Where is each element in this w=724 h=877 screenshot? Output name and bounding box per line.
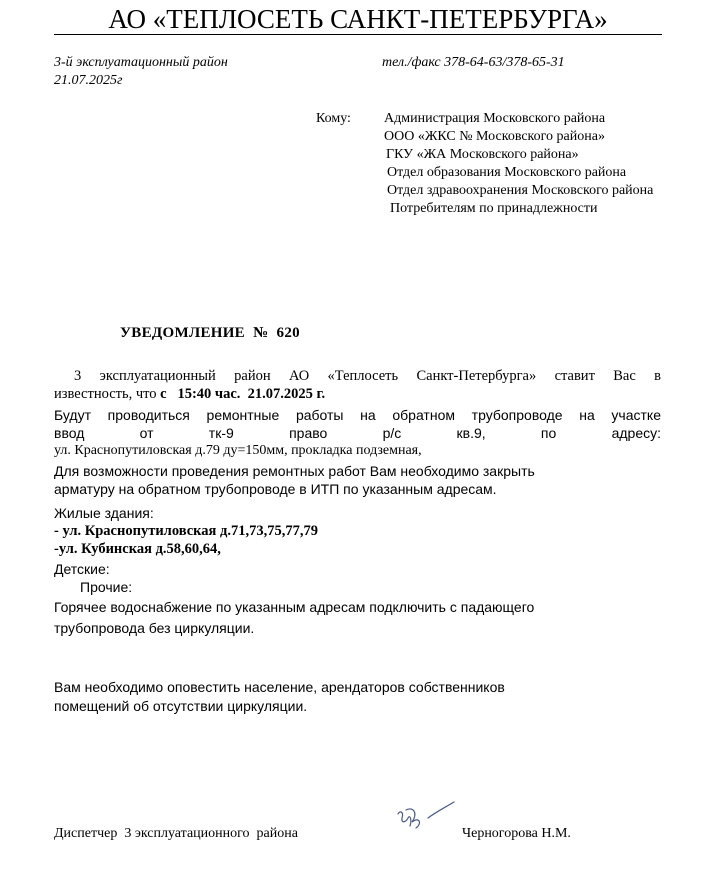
notify-line-1: Вам необходимо оповестить население, арендаторов собственников [54,679,505,695]
notice-line-7: арматуру на обратном трубопроводе в ИТП по указанным адресам. [54,481,497,497]
recipient-item: Отдел здравоохранения Московского района [387,183,654,198]
address-line-1: - ул. Краснопутиловская д.71,73,75,77,79 [54,523,318,539]
district-name: 3-й эксплуатационный район [54,55,228,70]
notice-line-4: ввод от тк-9 право р/с кв.9, по адресу: [54,425,661,441]
recipient-item: ГКУ «ЖА Московского района» [386,147,579,162]
phone-fax: тел./факс 378-64-63/378-65-31 [382,55,565,70]
notice-line-2: известность, что с 15:40 час. 21.07.2025 г. [54,386,326,402]
notice-heading: УВЕДОМЛЕНИЕ № 620 [120,325,300,341]
organization-title: АО «ТЕПЛОСЕТЬ САНКТ-ПЕТЕРБУРГА» [108,4,608,34]
notice-line-5: ул. Краснопутиловская д.79 ду=150мм, прокладка подземная, [54,443,422,458]
hot-water-line-2: трубопровода без циркуляции. [54,620,255,636]
handwritten-signature [392,800,458,834]
recipient-item: Администрация Московского района [384,111,606,126]
signer-position: Диспетчер 3 эксплуатационного района [54,826,298,841]
notice-line-1: 3 эксплуатационный район АО «Теплосеть Санкт-Петербурга» ставит Вас в [74,368,661,384]
header-divider [54,34,662,35]
recipients-label: Кому: [316,111,351,126]
notify-line-2: помещений об отсутствии циркуляции. [54,698,308,714]
notice-line-3: Будут проводиться ремонтные работы на обратном трубопроводе на участке [54,407,661,423]
residential-label: Жилые здания: [54,505,154,521]
address-line-2: -ул. Кубинская д.58,60,64, [54,541,221,557]
other-label: Прочие: [80,579,133,595]
children-label: Детские: [54,561,110,577]
recipient-item: Отдел образования Московского района [387,165,627,180]
recipient-item: Потребителям по принадлежности [390,201,598,216]
notice-line-6: Для возможности проведения ремонтных работ Вам необходимо закрыть [54,463,535,479]
recipient-item: ООО «ЖКС № Московского района» [384,129,605,144]
hot-water-line-1: Горячее водоснабжение по указанным адресам подключить с падающего [54,599,535,615]
document-date: 21.07.2025г [54,73,123,88]
signer-name: Черногорова Н.М. [462,826,571,841]
